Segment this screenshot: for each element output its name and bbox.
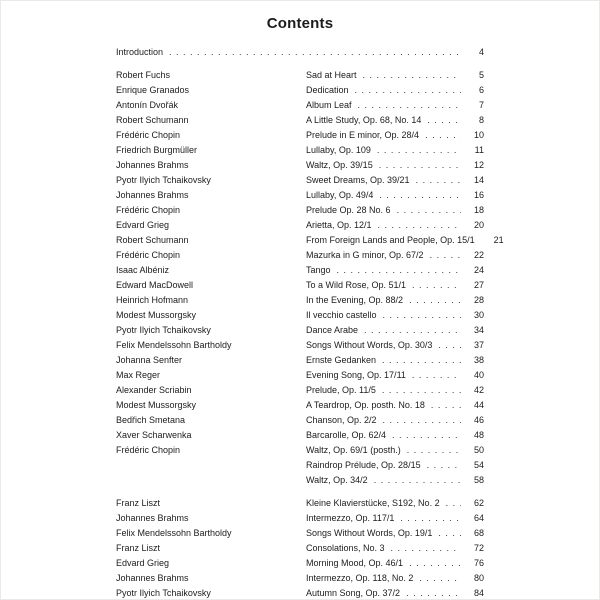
piece-title: Il vecchio castello bbox=[306, 310, 377, 320]
toc-row bbox=[116, 263, 484, 278]
dot-leader bbox=[407, 443, 461, 458]
toc-row bbox=[116, 233, 504, 248]
composer-name: Isaac Albéniz bbox=[116, 265, 170, 275]
dot-leader bbox=[392, 428, 461, 443]
toc-row bbox=[116, 556, 484, 571]
piece-title: Mazurka in G minor, Op. 67/2 bbox=[306, 250, 424, 260]
dot-leader bbox=[446, 496, 461, 511]
page-number: 20 bbox=[473, 220, 484, 230]
piece-title: A Teardrop, Op. posth. No. 18 bbox=[306, 400, 425, 410]
composer-name: Heinrich Hofmann bbox=[116, 295, 189, 305]
page-number: 62 bbox=[473, 498, 484, 508]
composer-name: Robert Schumann bbox=[116, 115, 189, 125]
dot-leader bbox=[383, 308, 461, 323]
dot-leader bbox=[438, 526, 461, 541]
piece-title: Sweet Dreams, Op. 39/21 bbox=[306, 175, 410, 185]
dot-leader bbox=[427, 458, 461, 473]
toc-row bbox=[116, 203, 484, 218]
dot-leader bbox=[412, 368, 461, 383]
dot-leader bbox=[416, 173, 461, 188]
composer-name: Frédéric Chopin bbox=[116, 250, 181, 260]
composer-name: Johannes Brahms bbox=[116, 190, 189, 200]
composer-name: Robert Schumann bbox=[116, 235, 189, 245]
dot-leader bbox=[358, 98, 461, 113]
toc-row bbox=[116, 293, 484, 308]
piece-title: Sad at Heart bbox=[306, 70, 357, 80]
composer-name: Johannes Brahms bbox=[116, 513, 189, 523]
composer-name: Johannes Brahms bbox=[116, 160, 189, 170]
toc-row bbox=[116, 45, 484, 60]
toc-row bbox=[116, 218, 484, 233]
piece-title: Kleine Klavierstücke, S192, No. 2 bbox=[306, 498, 440, 508]
toc-row bbox=[116, 443, 484, 458]
dot-leader bbox=[438, 338, 461, 353]
toc-row bbox=[116, 278, 484, 293]
page-number: 40 bbox=[473, 370, 484, 380]
page-number: 37 bbox=[473, 340, 484, 350]
composer-name: Modest Mussorgsky bbox=[116, 310, 197, 320]
page-number: 21 bbox=[493, 235, 504, 245]
piece-title: A Little Study, Op. 68, No. 14 bbox=[306, 115, 422, 125]
page-number: 44 bbox=[473, 400, 484, 410]
composer-name: Modest Mussorgsky bbox=[116, 400, 197, 410]
dot-leader bbox=[378, 218, 461, 233]
page-number: 48 bbox=[473, 430, 484, 440]
page-number: 50 bbox=[473, 445, 484, 455]
dot-leader bbox=[400, 511, 461, 526]
composer-name: Felix Mendelssohn Bartholdy bbox=[116, 528, 232, 538]
toc-row bbox=[116, 413, 484, 428]
toc-row bbox=[116, 586, 484, 600]
composer-name: Pyotr Ilyich Tchaikovsky bbox=[116, 325, 211, 335]
toc-row bbox=[116, 428, 484, 443]
piece-title: Prelude, Op. 11/5 bbox=[306, 385, 376, 395]
piece-title: Intermezzo, Op. 118, No. 2 bbox=[306, 573, 414, 583]
page-title: Contents bbox=[266, 15, 334, 32]
piece-title: Songs Without Words, Op. 19/1 bbox=[306, 528, 433, 538]
composer-name: Robert Fuchs bbox=[116, 70, 171, 80]
dot-leader bbox=[363, 68, 461, 83]
piece-title: Chanson, Op. 2/2 bbox=[306, 415, 377, 425]
toc-row bbox=[116, 143, 484, 158]
composer-name: Friedrich Burgmüller bbox=[116, 145, 198, 155]
toc-row bbox=[116, 98, 484, 113]
composer-name: Frédéric Chopin bbox=[116, 130, 181, 140]
toc-row bbox=[116, 323, 484, 338]
composer-name: Edvard Grieg bbox=[116, 558, 170, 568]
toc-row bbox=[116, 473, 484, 488]
composer-name: Edward MacDowell bbox=[116, 280, 194, 290]
toc-list bbox=[116, 45, 504, 600]
composer-name: Enrique Granados bbox=[116, 85, 190, 95]
dot-leader bbox=[409, 556, 461, 571]
composer-name: Franz Liszt bbox=[116, 543, 161, 553]
dot-leader bbox=[431, 398, 461, 413]
page-number: 42 bbox=[473, 385, 484, 395]
piece-title: Prelude Op. 28 No. 6 bbox=[306, 205, 391, 215]
piece-title: From Foreign Lands and People, Op. 15/1 bbox=[306, 235, 475, 245]
piece-title: Autumn Song, Op. 37/2 bbox=[306, 588, 401, 598]
dot-leader bbox=[409, 293, 461, 308]
toc-row bbox=[116, 496, 484, 511]
page-number: 6 bbox=[478, 85, 484, 95]
page-number: 34 bbox=[473, 325, 484, 335]
composer-name: Pyotr Ilyich Tchaikovsky bbox=[116, 588, 211, 598]
page-number: 30 bbox=[473, 310, 484, 320]
dot-leader bbox=[379, 188, 461, 203]
dot-leader bbox=[391, 541, 461, 556]
page-number: 72 bbox=[473, 543, 484, 553]
page-number: 7 bbox=[478, 100, 484, 110]
dot-leader bbox=[337, 263, 461, 278]
piece-title: Morning Mood, Op. 46/1 bbox=[306, 558, 404, 568]
toc-row bbox=[116, 248, 484, 263]
page-number: 8 bbox=[478, 115, 484, 125]
composer-name: Franz Liszt bbox=[116, 498, 161, 508]
toc-row bbox=[116, 308, 484, 323]
page-number: 58 bbox=[473, 475, 484, 485]
page-number: 4 bbox=[478, 47, 484, 57]
composer-name: Pyotr Ilyich Tchaikovsky bbox=[116, 175, 211, 185]
toc-row bbox=[116, 188, 484, 203]
dot-leader bbox=[406, 586, 461, 600]
dot-leader bbox=[383, 413, 461, 428]
composer-name: Alexander Scriabin bbox=[116, 385, 192, 395]
piece-title: To a Wild Rose, Op. 51/1 bbox=[306, 280, 407, 290]
page-number: 18 bbox=[473, 205, 484, 215]
page-number: 28 bbox=[473, 295, 484, 305]
toc-row bbox=[116, 398, 484, 413]
dot-leader bbox=[427, 113, 461, 128]
composer-name: Xaver Scharwenka bbox=[116, 430, 192, 440]
piece-title: Tango bbox=[306, 265, 331, 275]
dot-leader bbox=[364, 323, 461, 338]
page-number: 10 bbox=[473, 130, 484, 140]
toc-row bbox=[116, 113, 484, 128]
page-number: 14 bbox=[473, 175, 484, 185]
page-number: 84 bbox=[473, 588, 484, 598]
dot-leader bbox=[382, 353, 461, 368]
page-number: 76 bbox=[473, 558, 484, 568]
composer-name: Felix Mendelssohn Bartholdy bbox=[116, 340, 232, 350]
page-number: 5 bbox=[478, 70, 484, 80]
page-number: 11 bbox=[474, 145, 484, 155]
toc-row bbox=[116, 511, 484, 526]
composer-name: Johanna Senfter bbox=[116, 355, 183, 365]
piece-title: Lullaby, Op. 49/4 bbox=[306, 190, 374, 200]
dot-leader bbox=[355, 83, 461, 98]
piece-title: Raindrop Prélude, Op. 28/15 bbox=[306, 460, 421, 470]
toc-row bbox=[116, 368, 484, 383]
composer-name: Bedřich Smetana bbox=[116, 415, 186, 425]
piece-title: Arietta, Op. 12/1 bbox=[306, 220, 372, 230]
piece-title: Barcarolle, Op. 62/4 bbox=[306, 430, 387, 440]
page-number: 54 bbox=[473, 460, 484, 470]
dot-leader bbox=[430, 248, 461, 263]
piece-title: Dedication bbox=[306, 85, 349, 95]
piece-title: Evening Song, Op. 17/11 bbox=[306, 370, 406, 380]
composer-name: Johannes Brahms bbox=[116, 573, 189, 583]
piece-title: Dance Arabe bbox=[306, 325, 359, 335]
dot-leader bbox=[412, 278, 461, 293]
dot-leader bbox=[379, 158, 461, 173]
toc-row bbox=[116, 526, 484, 541]
piece-title: Waltz, Op. 39/15 bbox=[306, 160, 373, 170]
piece-title: Ernste Gedanken bbox=[306, 355, 377, 365]
dot-leader bbox=[374, 473, 461, 488]
dot-leader bbox=[377, 143, 461, 158]
composer-name: Frédéric Chopin bbox=[116, 205, 181, 215]
toc-row bbox=[116, 83, 484, 98]
page-number: 64 bbox=[473, 513, 484, 523]
page-number: 22 bbox=[473, 250, 484, 260]
piece-title: Waltz, Op. 34/2 bbox=[306, 475, 368, 485]
toc-label: Introduction bbox=[116, 47, 164, 57]
composer-name: Edvard Grieg bbox=[116, 220, 170, 230]
composer-name: Antonín Dvořák bbox=[116, 100, 179, 110]
toc-row bbox=[116, 353, 484, 368]
piece-title: In the Evening, Op. 88/2 bbox=[306, 295, 404, 305]
toc-row bbox=[116, 338, 484, 353]
composer-name: Max Reger bbox=[116, 370, 161, 380]
dot-leader bbox=[425, 128, 461, 143]
toc-row bbox=[116, 128, 484, 143]
dot-leader bbox=[419, 571, 461, 586]
page-number: 24 bbox=[473, 265, 484, 275]
toc-row bbox=[116, 541, 484, 556]
dot-leader bbox=[382, 383, 461, 398]
page-number: 80 bbox=[473, 573, 484, 583]
composer-name: Frédéric Chopin bbox=[116, 445, 181, 455]
dot-leader bbox=[397, 203, 461, 218]
piece-title: Consolations, No. 3 bbox=[306, 543, 385, 553]
piece-title: Intermezzo, Op. 117/1 bbox=[306, 513, 395, 523]
dot-leader bbox=[169, 45, 461, 60]
page-number: 12 bbox=[473, 160, 484, 170]
piece-title: Prelude in E minor, Op. 28/4 bbox=[306, 130, 420, 140]
piece-title: Lullaby, Op. 109 bbox=[306, 145, 371, 155]
piece-title: Album Leaf bbox=[306, 100, 352, 110]
page-number: 16 bbox=[473, 190, 484, 200]
toc-row bbox=[116, 383, 484, 398]
toc-row bbox=[116, 173, 484, 188]
page-number: 27 bbox=[473, 280, 484, 290]
toc-row bbox=[116, 458, 484, 473]
page-number: 46 bbox=[473, 415, 484, 425]
toc-row bbox=[116, 571, 484, 586]
page-number: 38 bbox=[473, 355, 484, 365]
page-number: 68 bbox=[473, 528, 484, 538]
piece-title: Songs Without Words, Op. 30/3 bbox=[306, 340, 433, 350]
toc-row bbox=[116, 158, 484, 173]
piece-title: Waltz, Op. 69/1 (posth.) bbox=[306, 445, 401, 455]
toc-row bbox=[116, 68, 484, 83]
